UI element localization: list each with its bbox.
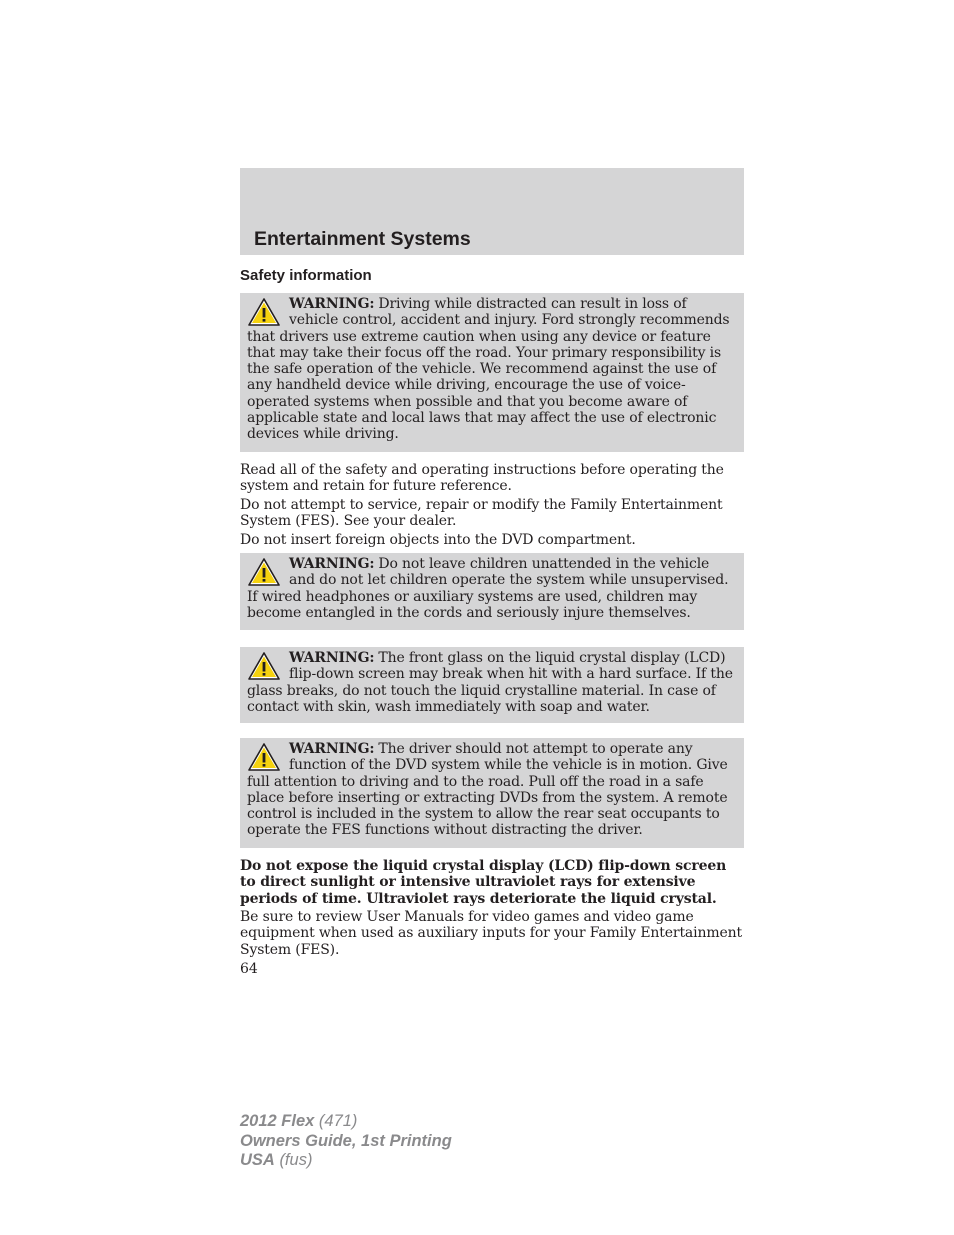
footer-line-model [240, 1112, 452, 1132]
footer-market: USA [240, 1151, 275, 1169]
body-paragraph: Do not attempt to service, repair or modify the Family Entertainment System (FES). See your dealer. [240, 497, 723, 530]
footer-line-edition [240, 1132, 452, 1152]
warning-text: Do not leave children unattended in the vehicle and do not let children operate the system while unsupervised. If wired headphones or auxiliary systems are used, children may become entangled in the cords and seriously injure themselves. [247, 556, 729, 621]
page-number: 64 [240, 961, 258, 977]
warning-text: The driver should not attempt to operate any function of the DVD system while the vehicle is in motion. Give full attention to driving and to the road. Pull off the road in a safe place before inserting or extracting DVDs from the system. A remote control is included in the system to allow the rear seat occupants to operate the FES functions without distracting the driver. [247, 741, 728, 839]
warning-box [240, 553, 744, 630]
document-footer [240, 1112, 452, 1171]
body-paragraph: Do not insert foreign objects into the DVD compartment. [240, 532, 636, 548]
warning-text: The front glass on the liquid crystal display (LCD) flip-down screen may break when hit with a hard surface. If the glass breaks, do not touch the liquid crystalline material. In case of contact with skin, wash immediately with soap and water. [247, 650, 733, 715]
footer-model: 2012 Flex [240, 1112, 315, 1130]
warning-triangle-icon [247, 742, 281, 772]
footer-model-code: (471) [318, 1112, 358, 1130]
body-paragraph: Be sure to review User Manuals for video games and video game equipment when used as auxiliary inputs for your Family Entertainment System (FES). [240, 909, 742, 958]
bold-caution-paragraph: Do not expose the liquid crystal display (LCD) flip-down screen to direct sunlight or intensive ultraviolet rays for extensive periods of time. Ultraviolet rays deteriorate the liquid crystal. [240, 858, 727, 907]
warning-triangle-icon [247, 651, 281, 681]
warning-box [240, 647, 744, 723]
warning-box [240, 738, 744, 848]
footer-line-market [240, 1151, 452, 1171]
section-title: Entertainment Systems [254, 228, 471, 250]
section-header-band [240, 168, 744, 255]
warning-label: WARNING: [289, 650, 375, 666]
body-paragraph: Read all of the safety and operating instructions before operating the system and retain for future reference. [240, 462, 724, 495]
warning-triangle-icon [247, 297, 281, 327]
subsection-title: Safety information [240, 267, 372, 284]
footer-edition: Owners Guide, 1st Printing [240, 1131, 452, 1150]
warning-label: WARNING: [289, 556, 375, 572]
warning-text: Driving while distracted can result in loss of vehicle control, accident and injury. Ford strongly recommends that drivers use extreme caution when using any device or feature that may take their focus off the road. Your primary responsibility is the safe operation of the vehicle. We recommend against the use of any handheld device while driving, encourage the use of voice-operated systems when possible and that you become aware of applicable state and local laws that may affect the use of electronic devices while driving. [247, 296, 730, 443]
warning-label: WARNING: [289, 741, 375, 757]
warning-label: WARNING: [289, 296, 375, 312]
footer-market-code: (fus) [279, 1151, 313, 1169]
warning-triangle-icon [247, 557, 281, 587]
warning-box [240, 293, 744, 452]
